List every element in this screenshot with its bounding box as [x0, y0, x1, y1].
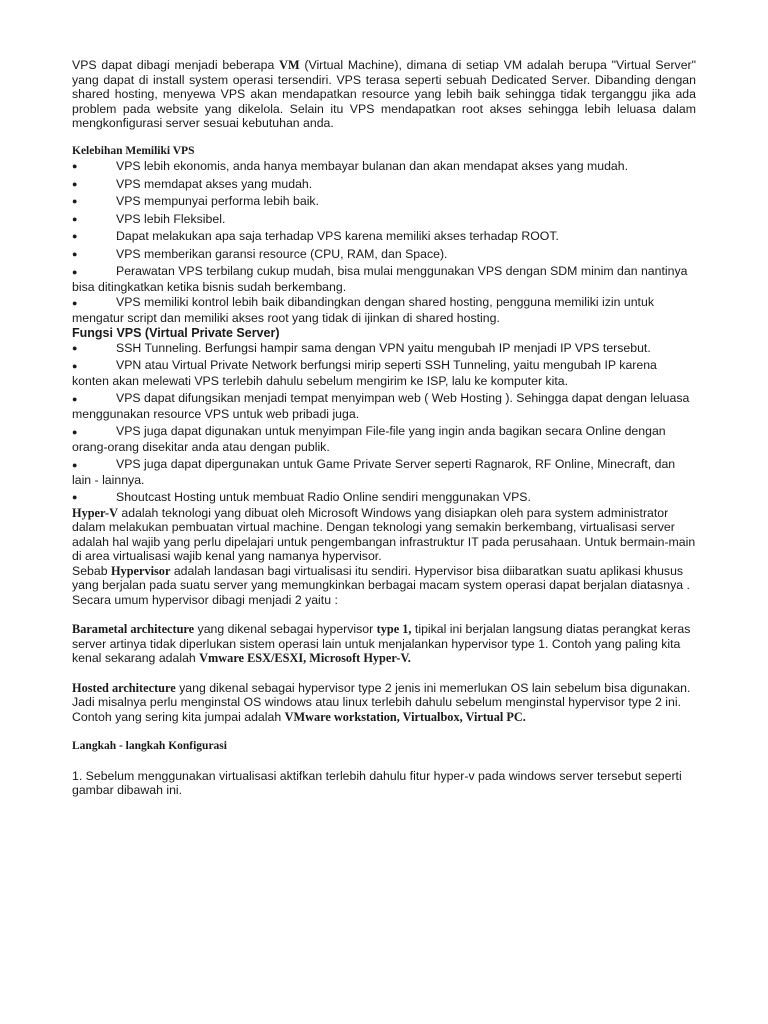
- bullet-icon: ●: [72, 298, 78, 308]
- fungsi-list: [72, 341, 696, 505]
- hosted-paragraph: [72, 681, 696, 725]
- bullet-icon: ●: [72, 196, 78, 206]
- hosted-text: yang dikenal sebagai hypervisor type 2 jenis ini memerlukan OS lain sebelum bisa digunakan. Jadi misalnya perlu menginstal OS windows atau linux terlebih dahulu sebelum menginstal hypervisor type 2 ini. Contoh yang sering kita jumpai adalah: [72, 680, 691, 724]
- list-item-text: VPS dapat difungsikan menjadi tempat menyimpan web ( Web Hosting ). Sehingga dapat dengan leluasa menggunakan resource VPS untuk web pribadi juga.: [72, 391, 690, 421]
- list-item-text: VPS juga dapat dipergunakan untuk Game Private Server seperti Ragnarok, RF Online, Minecraft, dan lain - lainnya.: [72, 457, 676, 487]
- list-item-text: VPS mempunyai performa lebih baik.: [116, 194, 319, 208]
- list-item-text: VPN atau Virtual Private Network berfungsi mirip seperti SSH Tunneling, yaitu mengubah IP karena konten akan melewati VPS terlebih dahulu sebelum mengirim ke ISP, lalu ke komputer kita.: [72, 358, 657, 388]
- list-item-text: Perawatan VPS terbilang cukup mudah, bisa mulai menggunakan VPS dengan SDM minim dan nantinya bisa ditingkatkan ketika bisnis sudah berkembang.: [72, 264, 688, 294]
- list-item: [72, 391, 696, 421]
- bullet-icon: ●: [72, 460, 78, 470]
- list-item-text: VPS juga dapat digunakan untuk menyimpan File-file yang ingin anda bagikan secara Online dengan orang-orang disekitar anda atau dengan publik.: [72, 424, 666, 454]
- sebab-text: Sebab: [72, 563, 111, 578]
- document-body: [72, 58, 696, 798]
- bullet-icon: ●: [72, 394, 78, 404]
- list-item: [72, 490, 696, 505]
- intro-paragraph: [72, 58, 696, 131]
- bullet-icon: ●: [72, 342, 78, 353]
- kelebihan-heading: Kelebihan Memiliki VPS: [72, 144, 195, 157]
- type1-term: type 1,: [376, 622, 412, 636]
- hosted-term: Hosted architecture: [72, 680, 176, 695]
- barametal-text-1: yang dikenal sebagai hypervisor: [194, 622, 377, 636]
- list-item: [72, 194, 696, 209]
- list-item: [72, 264, 696, 294]
- hypervisor-term: Hypervisor: [110, 563, 171, 578]
- bullet-icon: ●: [72, 161, 78, 171]
- list-item: [72, 295, 696, 325]
- barametal-examples: Vmware ESX/ESXI, Microsoft Hyper-V.: [199, 651, 411, 665]
- list-item-text: SSH Tunneling. Berfungsi hampir sama dengan VPN yaitu mengubah IP menjadi IP VPS tersebut.: [116, 340, 651, 355]
- list-item: [72, 424, 696, 454]
- barametal-text-2: tipikal ini berjalan langsung diatas perangkat keras server artinya tidak diperlukan sistem operasi lain untuk menjalankan hypervisor type 1. Contoh yang paling kita kenal sekarang adalah: [72, 622, 691, 665]
- step-1-paragraph: 1. Sebelum menggunakan virtualisasi aktifkan terlebih dahulu fitur hyper-v pada windows server tersebut seperti gambar dibawah ini.: [72, 768, 682, 797]
- bullet-icon: ●: [72, 427, 78, 437]
- list-item: [72, 177, 696, 192]
- barametal-term: Barametal architecture: [72, 622, 195, 636]
- bullet-icon: ●: [72, 361, 78, 371]
- list-item-text: VPS lebih Fleksibel.: [116, 211, 226, 226]
- bullet-icon: ●: [72, 178, 78, 189]
- list-item: [72, 457, 696, 487]
- list-item-text: VPS memiliki kontrol lebih baik dibandingkan dengan shared hosting, pengguna memiliki izin untuk mengatur script dan memiliki akses root yang tidak di ijinkan di shared hosting.: [72, 295, 654, 325]
- list-item: [72, 212, 696, 227]
- bullet-icon: ●: [72, 267, 78, 277]
- list-item: [72, 358, 696, 388]
- list-item: [72, 247, 696, 262]
- list-item-text: VPS lebih ekonomis, anda hanya membayar bulanan dan akan mendapat akses yang mudah.: [116, 159, 629, 173]
- list-item: [72, 341, 696, 356]
- barametal-paragraph: [72, 622, 696, 666]
- hyperv-paragraph: [72, 506, 696, 564]
- intro-text-rest: (Virtual Machine), dimana di setiap VM adalah berupa "Virtual Server" yang dapat di install system operasi tersendiri. VPS terasa seperti sebuah Dedicated Server. Dibanding dengan shared hosting, menyewa VPS akan mendapatkan resource yang lebih baik sehingga tidak terganggu jika ada problem pada website yang dikelola. Selain itu VPS mendapatkan root akses sehingga lebih leluasa dalam mengkonfigurasi server sesuai kebutuhan anda.: [72, 58, 696, 130]
- vm-term: VM: [279, 58, 300, 72]
- list-item-text: Shoutcast Hosting untuk membuat Radio Online sendiri menggunakan VPS.: [116, 490, 531, 504]
- hyperv-term: Hyper-V: [72, 505, 118, 520]
- bullet-icon: ●: [72, 231, 78, 241]
- kelebihan-list: [72, 159, 696, 325]
- hyperv-text: adalah teknologi yang dibuat oleh Microsoft Windows yang disiapkan oleh para system administrator dalam melakukan pembuatan virtual machine. Dengan teknologi yang semakin berkembang, virtualisasi server adalah hal wajib yang perlu dipelajari untuk pengembangan infrastruktur IT pada perusahaan. Untuk bermain-main di area virtualisasi wajib kenal yang namanya hypervisor.: [72, 505, 696, 563]
- fungsi-heading: Fungsi VPS (Virtual Private Server): [72, 326, 280, 340]
- hypervisor-paragraph: [72, 564, 696, 608]
- list-item: [72, 229, 696, 244]
- langkah-heading: Langkah - langkah Konfigurasi: [72, 740, 227, 752]
- bullet-icon: ●: [72, 248, 78, 259]
- bullet-icon: ●: [72, 213, 78, 224]
- list-item-text: VPS memdapat akses yang mudah.: [116, 176, 313, 191]
- hosted-examples: VMware workstation, Virtualbox, Virtual PC.: [284, 709, 526, 724]
- bullet-icon: ●: [72, 492, 78, 502]
- intro-text-start: VPS dapat dibagi menjadi beberapa: [72, 58, 280, 72]
- list-item: [72, 159, 696, 174]
- list-item-text: Dapat melakukan apa saja terhadap VPS karena memiliki akses terhadap ROOT.: [116, 229, 559, 243]
- hypervisor-text: adalah landasan bagi virtualisasi itu sendiri. Hypervisor bisa diibaratkan suatu aplikasi khusus yang berjalan pada suatu server yang memungkinkan berbagai macam system operasi dapat berjalan diatasnya . Secara umum hypervisor dibagi menjadi 2 yaitu :: [72, 563, 690, 607]
- list-item-text: VPS memberikan garansi resource (CPU, RAM, dan Space).: [116, 246, 448, 261]
